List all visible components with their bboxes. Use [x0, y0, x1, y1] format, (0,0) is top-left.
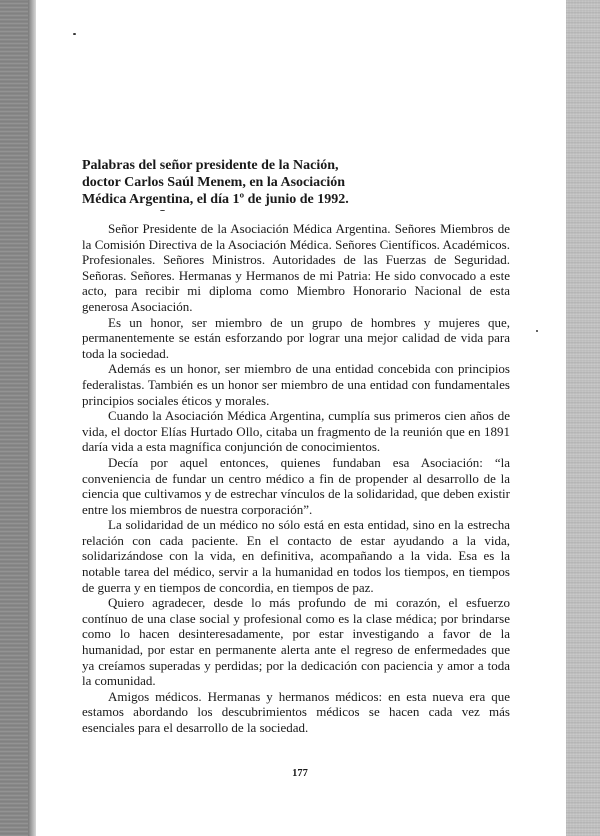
scan-right-edge: [566, 0, 600, 836]
paragraph: Amigos médicos. Hermanas y hermanos médicos: en esta nueva era que estamos abordando los descubrimientos médicos se hacen cada vez más esenciales para el desarrollo de la sociedad.: [82, 688, 510, 735]
scan-binding-shadow: [28, 0, 36, 836]
paragraph: Además es un honor, ser miembro de una entidad concebida con principios federalistas. También es un honor ser miembro de una entidad con fundamentales principios sociales éticos y morales.: [82, 361, 510, 408]
scan-speck: [73, 33, 76, 35]
title-line: doctor Carlos Saúl Menem, en la Asociación: [82, 175, 346, 190]
scan-speck: [536, 330, 538, 332]
paragraph: La solidaridad de un médico no sólo está en esta entidad, sino en la estrecha relación con cada paciente. En el contacto de estar ayudando a la vida, solidarizándose con la vida, en definitiva, acompañando a la vida. Esa es la notable tarea del médico, servir a la humanidad en todos los tiempos, en tiempos de guerra y en tiempos de concordia, en tiempos de paz.: [82, 517, 510, 595]
paragraph: Señor Presidente de la Asociación Médica Argentina. Señores Miembros de la Comisión Directiva de la Asociación Médica. Señores Científicos. Académicos. Profesionales. Señores Ministros. Autoridades de las Fuerzas de Seguridad. Señoras. Señores. Hermanas y Hermanos de mi Patria: He sido convocado a este acto, para recibir mi diploma como Miembro Honorario Nacional de esta generosa Asociación.: [82, 221, 510, 314]
paragraph: Cuando la Asociación Médica Argentina, cumplía sus primeros cien años de vida, el doctor Elías Hurtado Ollo, citaba un fragmento de la reunión que en 1891 daría vida a esta magnífica conjunción de conocimientos.: [82, 408, 510, 455]
page-number: 177: [292, 768, 308, 779]
paragraph: Es un honor, ser miembro de un grupo de hombres y mujeres que, permanentemente se están esforzando por lograr una mejor calidad de vida para toda la sociedad.: [82, 314, 510, 361]
paragraph: Decía por aquel entonces, quienes fundaban esa Asociación: “la conveniencia de fundar un centro médico a fin de propender al desarrollo de la ciencia que cultivamos y de estrechar vínculos de la solidaridad, que deben existir entre los miembros de nuestra corporación”.: [82, 454, 510, 517]
paragraph: Quiero agradecer, desde lo más profundo de mi corazón, el esfuerzo contínuo de una clase social y profesional como es la clase médica; por brindarse como lo hacen desinteresadamente, por estar investigando a favor de la humanidad, por estar en permanente alerta ante el regreso de enfermedades que ya creíamos superadas y perdidas; por la dedicación con paciencia y amor a toda la comunidad.: [82, 595, 510, 689]
speech-title: [82, 157, 412, 208]
title-line: Médica Argentina, el día 1º de junio de 1992.: [82, 192, 349, 207]
title-line: Palabras del señor presidente de la Nación,: [82, 158, 339, 173]
speech-body: [82, 221, 510, 736]
scan-speck: [160, 210, 165, 211]
